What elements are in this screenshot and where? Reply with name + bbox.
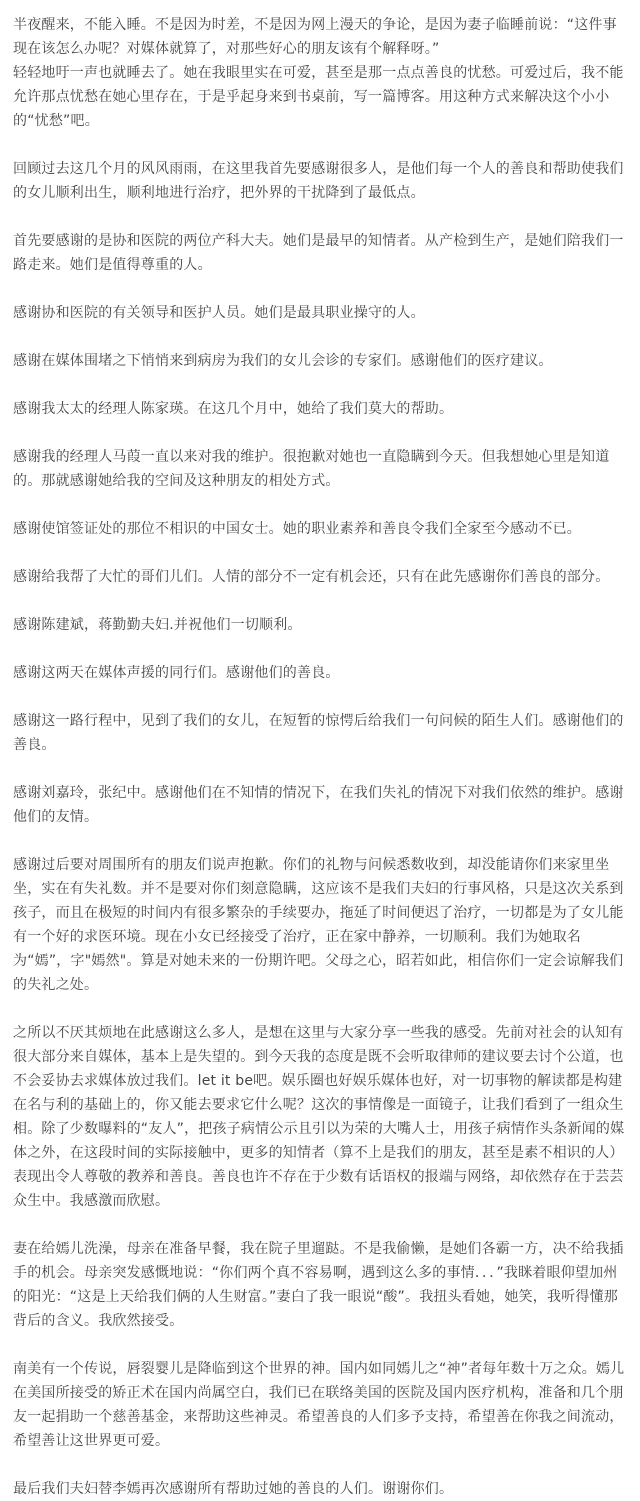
paragraph-11: 感谢陈建斌，蒋勤勤夫妇.并祝他们一切顺利。 xyxy=(13,617,302,633)
paragraph-9: 感谢使馆签证处的那位不相识的中国女士。她的职业素养和善良令我们全家至今感动不已。 xyxy=(13,521,581,537)
paragraph-10: 感谢给我帮了大忙的哥们儿们。人情的部分不一定有机会还，只有在此先感谢你们善良的部分。 xyxy=(13,569,610,585)
paragraph-17: 妻在给嫣儿洗澡，母亲在准备早餐，我在院子里遛跶。不是我偷懒，是她们各霸一方，决不给我插手的机会。母亲突发感慨地说：“你们两个真不容易啊，遇到这么多的事情．．．”我眯着眼仰望加州的阳光：“这是上天给我们俩的人生财富。”妻白了我一眼说“酸”。我扭头看她，她笑，我听得懂那背后的含义。我欣然接受。 xyxy=(13,1241,624,1329)
paragraph-4: 首先要感谢的是协和医院的两位产科大夫。她们是最早的知情者。从产检到生产，是她们陪我们一路走来。她们是值得尊重的人。 xyxy=(13,233,624,273)
paragraph-14: 感谢刘嘉玲，张纪中。感谢他们在不知情的情况下，在我们失礼的情况下对我们依然的维护。感谢他们的友情。 xyxy=(13,785,624,825)
paragraph-3: 回顾过去这几个月的风风雨雨，在这里我首先要感谢很多人，是他们每一个人的善良和帮助使我们的女儿顺利出生，顺利地进行治疗，把外界的干扰降到了最低点。 xyxy=(13,161,624,201)
paragraph-1: 半夜醒来，不能入睡。不是因为时差，不是因为网上漫天的争论，是因为妻子临睡前说：“这件事现在该怎么办呢？对媒体就算了，对那些好心的朋友该有个解释呀。” xyxy=(13,17,617,57)
paragraph-8: 感谢我的经理人马葭一直以来对我的维护。很抱歉对她也一直隐瞒到今天。但我想她心里是知道的。那就感谢她给我的空间及这种朋友的相处方式。 xyxy=(13,449,610,489)
paragraph-6: 感谢在媒体围堵之下悄悄来到病房为我们的女儿会诊的专家们。感谢他们的医疗建议。 xyxy=(13,353,553,369)
paragraph-19: 最后我们夫妇替李嫣再次感谢所有帮助过她的善良的人们。谢谢你们。 xyxy=(13,1481,454,1497)
paragraph-16: 之所以不厌其烦地在此感谢这么多人，是想在这里与大家分享一些我的感受。先前对社会的认知有很大部分来自媒体，基本上是失望的。到今天我的态度是既不会听取律师的建议要去讨个公道，也不会妥协去求媒体放过我们。let it be吧。娱乐圈也好娱乐媒体也好，对一切事物的解读都是构建在名与利的基础上的，你又能去要求它什么呢？这次的事情像是一面镜子，让我们看到了一组众生相。除了少数曝料的“友人”，把孩子病情公示且引以为荣的大嘴人士，用孩子病情作头条新闻的媒体之外，在这段时间的实际接触中，更多的知情者（算不上是我们的朋友，甚至是素不相识的人）表现出令人尊敬的教养和善良。善良也许不存在于少数有话语权的报端与网络，却依然存在于芸芸众生中。我感激而欣慰。 xyxy=(13,1025,625,1209)
paragraph-2: 轻轻地吁一声也就睡去了。她在我眼里实在可爱，甚至是那一点点善良的忧愁。可爱过后，我不能允许那点忧愁在她心里存在，于是乎起身来到书桌前，写一篇博客。用这种方式来解决这个小小的“忧愁”吧。 xyxy=(13,65,624,129)
paragraph-5: 感谢协和医院的有关领导和医护人员。她们是最具职业操守的人。 xyxy=(13,305,425,321)
paragraph-12: 感谢这两天在媒体声援的同行们。感谢他们的善良。 xyxy=(13,665,340,681)
paragraph-15: 感谢过后要对周围所有的朋友们说声抱歉。你们的礼物与问候悉数收到，却没能请你们来家里坐坐，实在有失礼数。并不是要对你们刻意隐瞒，这应该不是我们夫妇的行事风格，只是这次关系到孩子，而且在极短的时间内有很多繁杂的手续要办，拖延了时间便迟了治疗，一切都是为了女儿能有一个好的求医环境。现在小女已经接受了治疗，正在家中静养，一切顺利。我们为她取名为“嫣”，字"嫣然"。算是对她未来的一份期许吧。父母之心，昭若如此，相信你们一定会谅解我们的失礼之处。 xyxy=(13,857,624,993)
paragraph-7: 感谢我太太的经理人陈家瑛。在这几个月中，她给了我们莫大的帮助。 xyxy=(13,401,454,417)
paragraph-13: 感谢这一路行程中，见到了我们的女儿，在短暂的惊愕后给我们一句问候的陌生人们。感谢他们的善良。 xyxy=(13,713,624,753)
paragraph-18: 南美有一个传说，唇裂婴儿是降临到这个世界的神。国内如同嫣儿之“神”者每年数十万之众。嫣儿在美国所接受的矫正术在国内尚属空白，我们已在联络美国的医院及国内医疗机构，准备和几个朋友一起捐助一个慈善基金，来帮助这些神灵。希望善良的人们多予支持，希望善在你我之间流动，希望善让这世界更可爱。 xyxy=(13,1361,625,1449)
